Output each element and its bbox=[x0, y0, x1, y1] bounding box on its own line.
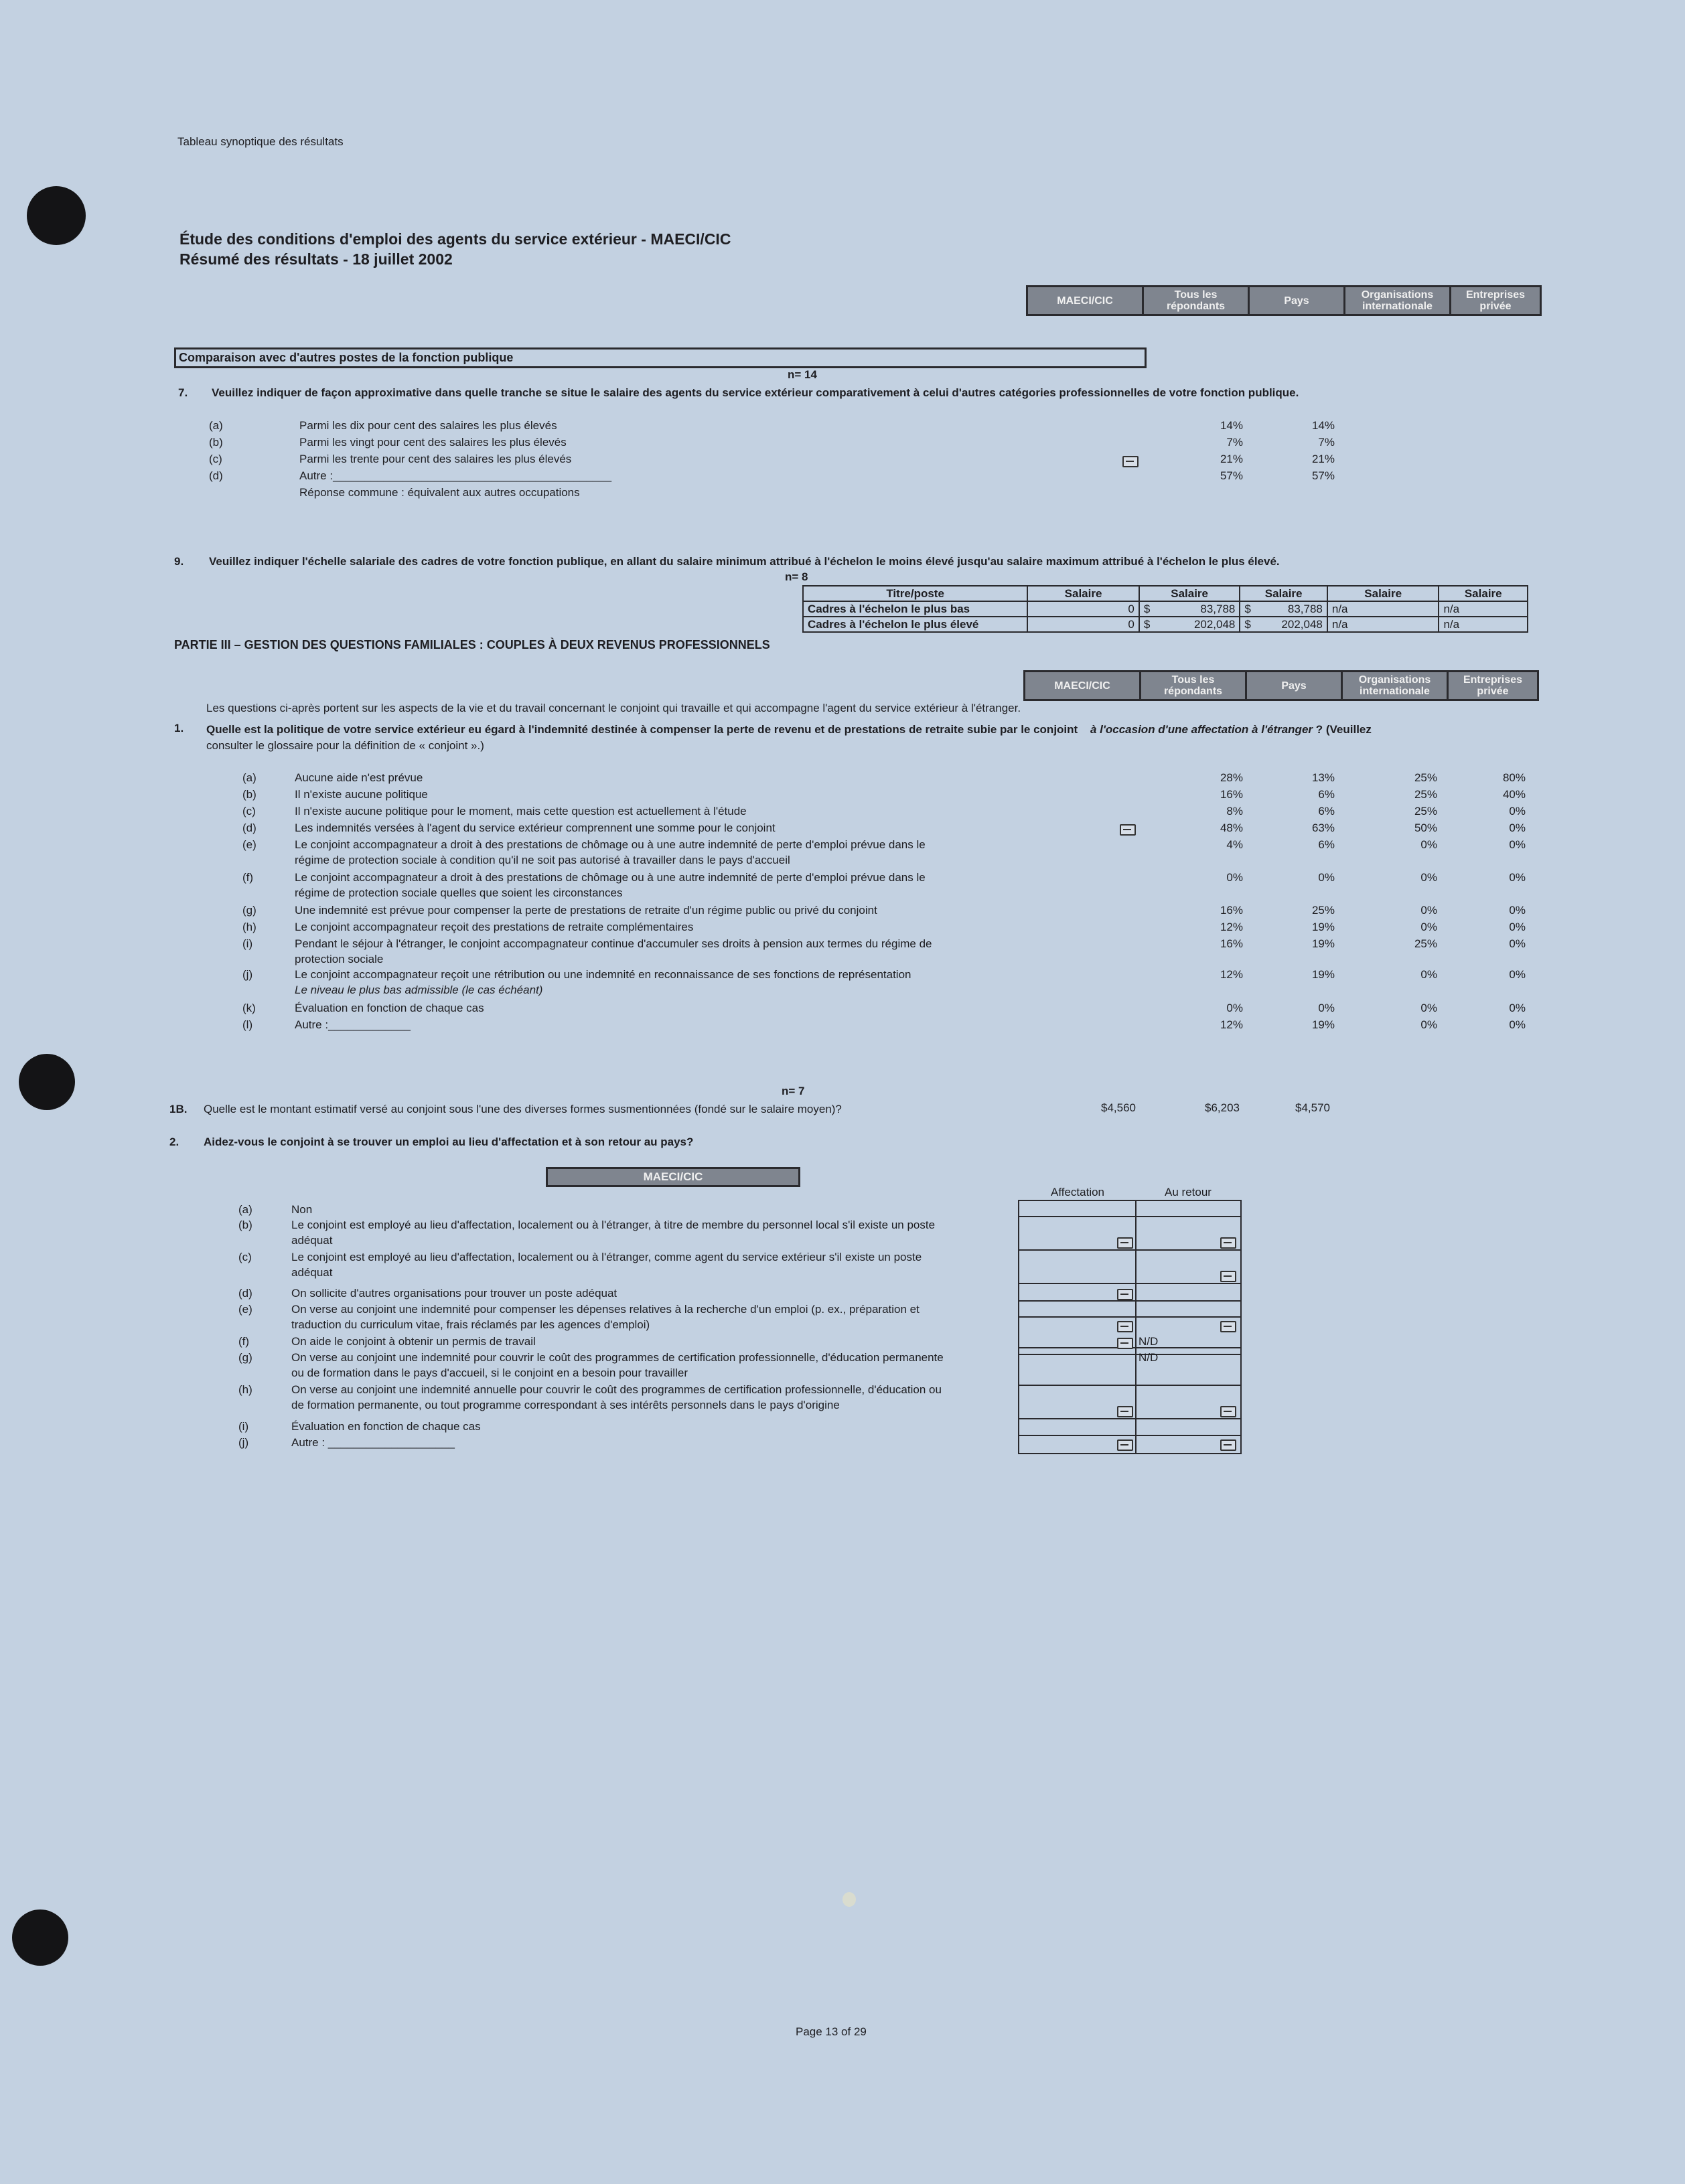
q7-text: Veuillez indiquer de façon approximative dans quelle tranche se situe le salaire des agents du service extérieur comparativement à celui d'autres catégories professionnelles de votre fonction publique. bbox=[212, 386, 1299, 399]
q2-col-retour: Au retour bbox=[1165, 1186, 1212, 1198]
q7-c-letter: (c) bbox=[209, 453, 222, 465]
option-value: 0% bbox=[1420, 871, 1437, 884]
note-icon bbox=[1117, 1321, 1133, 1332]
salary-cell: 202,048 bbox=[1258, 617, 1327, 632]
col-header-organisations: Organisations internationale bbox=[1343, 285, 1451, 316]
option-value: 19% bbox=[1311, 937, 1335, 950]
note-icon bbox=[1117, 1289, 1133, 1300]
option-letter: (i) bbox=[242, 937, 253, 950]
q1-text-line1 bbox=[206, 723, 1372, 736]
option-value: 12% bbox=[1220, 921, 1243, 933]
q9-number: 9. bbox=[174, 555, 184, 568]
option-value: 0% bbox=[1420, 921, 1437, 933]
col-header-pays: Pays bbox=[1245, 670, 1343, 701]
option-label: Évaluation en fonction de chaque cas bbox=[291, 1420, 481, 1433]
salary-table-header bbox=[803, 586, 1528, 601]
option-value: 19% bbox=[1311, 921, 1335, 933]
salary-cell: 0 bbox=[1027, 617, 1139, 632]
option-label: Non bbox=[291, 1203, 313, 1216]
page-footer: Page 13 of 29 bbox=[796, 2025, 867, 2038]
salary-cell: n/a bbox=[1439, 601, 1528, 617]
option-label: Les indemnités versées à l'agent du service extérieur comprennent une somme pour le conjoint bbox=[295, 822, 776, 834]
salary-header-2: Salaire bbox=[1139, 586, 1240, 601]
option-value: 0% bbox=[1420, 968, 1437, 981]
option-value: 0% bbox=[1509, 968, 1526, 981]
q2-number: 2. bbox=[169, 1136, 179, 1148]
option-value: 28% bbox=[1220, 771, 1243, 784]
option-label-continued: régime de protection sociale quelles que soient les circonstances bbox=[295, 886, 623, 899]
q7-d-letter: (d) bbox=[209, 469, 223, 482]
salary-cell: n/a bbox=[1327, 601, 1439, 617]
option-letter: (c) bbox=[238, 1251, 252, 1263]
option-value: 0% bbox=[1509, 937, 1526, 950]
option-value: 50% bbox=[1414, 822, 1437, 834]
q1b-v2: $6,203 bbox=[1205, 1101, 1240, 1114]
q1-text-bold: Quelle est la politique de votre service extérieur eu égard à l'indemnité destinée à compenser la perte de revenu et de prestations de retraite subie par le conjoint bbox=[206, 723, 1078, 736]
q7-c-v2: 21% bbox=[1311, 453, 1335, 465]
option-value: 0% bbox=[1509, 921, 1526, 933]
q1b-v3: $4,570 bbox=[1295, 1101, 1330, 1114]
salary-cell: 83,788 bbox=[1258, 601, 1327, 617]
option-value: 0% bbox=[1420, 904, 1437, 917]
title-line-2: Résumé des résultats - 18 juillet 2002 bbox=[179, 250, 453, 268]
column-header-bar-part3 bbox=[1023, 670, 1539, 701]
option-value: 40% bbox=[1502, 788, 1526, 801]
option-letter: (f) bbox=[242, 871, 254, 884]
q7-b-letter: (b) bbox=[209, 436, 223, 449]
option-label: On verse au conjoint une indemnité pour compenser les dépenses relatives à la recherche d'un emploi (p. ex., préparation et bbox=[291, 1303, 920, 1316]
note-icon bbox=[1122, 456, 1139, 467]
option-letter: (g) bbox=[238, 1351, 252, 1364]
note-icon bbox=[1117, 1439, 1133, 1451]
option-label: Aucune aide n'est prévue bbox=[295, 771, 423, 784]
option-value: 19% bbox=[1311, 968, 1335, 981]
grid-line bbox=[1018, 1316, 1240, 1318]
option-letter: (h) bbox=[238, 1383, 252, 1396]
option-value: 0% bbox=[1509, 904, 1526, 917]
q7-c-label: Parmi les trente pour cent des salaires les plus élevés bbox=[299, 453, 572, 465]
option-letter: (c) bbox=[242, 805, 256, 817]
option-label: Il n'existe aucune politique bbox=[295, 788, 428, 801]
salary-row-title: Cadres à l'échelon le plus élevé bbox=[803, 617, 1027, 632]
option-letter: (e) bbox=[242, 838, 257, 851]
option-value: 6% bbox=[1318, 838, 1335, 851]
q7-a-v2: 14% bbox=[1311, 419, 1335, 432]
q1b-text: Quelle est le montant estimatif versé au conjoint sous l'une des diverses formes susmentionnées (fondé sur le salaire moyen)? bbox=[204, 1103, 842, 1115]
part3-intro: Les questions ci-après portent sur les aspects de la vie et du travail concernant le conjoint qui travaille et qui accompagne l'agent du service extérieur à l'étranger. bbox=[206, 702, 1021, 714]
q9-n: n= 8 bbox=[785, 570, 808, 583]
salary-cell: n/a bbox=[1439, 617, 1528, 632]
grid-line bbox=[1135, 1200, 1137, 1453]
option-label: Il n'existe aucune politique pour le moment, mais cette question est actuellement à l'étude bbox=[295, 805, 747, 817]
grid-line bbox=[1018, 1435, 1240, 1436]
salary-header-1: Salaire bbox=[1027, 586, 1139, 601]
salary-header-4: Salaire bbox=[1327, 586, 1439, 601]
option-value: 13% bbox=[1311, 771, 1335, 784]
option-value: 48% bbox=[1220, 822, 1243, 834]
option-letter: (b) bbox=[242, 788, 257, 801]
col-header-maeci: MAECI/CIC bbox=[1026, 285, 1144, 316]
grid-line bbox=[1018, 1385, 1240, 1386]
option-label: Évaluation en fonction de chaque cas bbox=[295, 1002, 484, 1014]
q2-box-label: MAECI/CIC bbox=[643, 1170, 703, 1183]
option-value: 0% bbox=[1509, 805, 1526, 817]
option-value: 0% bbox=[1509, 1018, 1526, 1031]
q1b-v1: $4,560 bbox=[1101, 1101, 1136, 1114]
option-label: Le conjoint accompagnateur reçoit une rétribution ou une indemnité en reconnaissance de ses fonctions de représentation bbox=[295, 968, 911, 981]
option-letter: (f) bbox=[238, 1335, 250, 1348]
option-value: 16% bbox=[1220, 788, 1243, 801]
q1b-n: n= 7 bbox=[782, 1085, 805, 1097]
option-label: On aide le conjoint à obtenir un permis de travail bbox=[291, 1335, 536, 1348]
option-value: 0% bbox=[1509, 822, 1526, 834]
option-label-continued: Le niveau le plus bas admissible (le cas échéant) bbox=[295, 984, 543, 996]
option-value: 0% bbox=[1226, 871, 1243, 884]
salary-table bbox=[802, 585, 1528, 633]
option-label: Le conjoint accompagnateur reçoit des prestations de retraite complémentaires bbox=[295, 921, 694, 933]
option-label: Autre : ____________________ bbox=[291, 1436, 455, 1449]
q1b-number: 1B. bbox=[169, 1103, 188, 1115]
not-available-label: N/D bbox=[1139, 1335, 1159, 1348]
q7-note: Réponse commune : équivalent aux autres occupations bbox=[299, 486, 580, 499]
q7-a-v1: 14% bbox=[1220, 419, 1243, 432]
option-label: Le conjoint accompagnateur a droit à des prestations de chômage ou à une autre indemnité de perte d'emploi prévue dans le bbox=[295, 838, 926, 851]
option-label-continued: protection sociale bbox=[295, 953, 384, 965]
option-value: 0% bbox=[1318, 871, 1335, 884]
q7-c-v1: 21% bbox=[1220, 453, 1243, 465]
option-value: 25% bbox=[1414, 805, 1437, 817]
option-letter: (a) bbox=[242, 771, 257, 784]
col-header-tous: Tous les répondants bbox=[1139, 670, 1247, 701]
salary-cell: 83,788 bbox=[1157, 601, 1240, 617]
salary-header-title: Titre/poste bbox=[803, 586, 1027, 601]
q7-n: n= 14 bbox=[788, 368, 817, 381]
section-box bbox=[174, 347, 1147, 368]
grid-line bbox=[1018, 1249, 1240, 1251]
salary-cell: 0 bbox=[1027, 601, 1139, 617]
q7-d-v2: 57% bbox=[1311, 469, 1335, 482]
option-label: Pendant le séjour à l'étranger, le conjoint accompagnateur continue d'accumuler ses droits à pension aux termes du régime de bbox=[295, 937, 932, 950]
q1-text-line2: consulter le glossaire pour la définition de « conjoint ».) bbox=[206, 739, 484, 752]
option-letter: (l) bbox=[242, 1018, 253, 1031]
option-label: On verse au conjoint une indemnité pour couvrir le coût des programmes de certification professionnelle, d'éducation permanente bbox=[291, 1351, 944, 1364]
option-letter: (a) bbox=[238, 1203, 252, 1216]
binder-hole-top bbox=[27, 186, 86, 245]
option-letter: (d) bbox=[238, 1287, 252, 1300]
salary-row-title: Cadres à l'échelon le plus bas bbox=[803, 601, 1027, 617]
note-icon bbox=[1220, 1237, 1236, 1249]
option-value: 16% bbox=[1220, 904, 1243, 917]
q7-a-label: Parmi les dix pour cent des salaires les plus élevés bbox=[299, 419, 557, 432]
option-value: 12% bbox=[1220, 968, 1243, 981]
grid-line bbox=[1018, 1283, 1240, 1284]
q7-d-v1: 57% bbox=[1220, 469, 1243, 482]
option-value: 0% bbox=[1420, 1002, 1437, 1014]
option-label-continued: adéquat bbox=[291, 1234, 333, 1247]
q7-b-label: Parmi les vingt pour cent des salaires les plus élevés bbox=[299, 436, 567, 449]
q9-text: Veuillez indiquer l'échelle salariale des cadres de votre fonction publique, en allant du salaire minimum attribué à l'échelon le moins élevé jusqu'au salaire maximum attribué à l'échelon le plus élevé. bbox=[209, 555, 1280, 568]
option-value: 12% bbox=[1220, 1018, 1243, 1031]
option-letter: (e) bbox=[238, 1303, 252, 1316]
q2-box bbox=[546, 1167, 800, 1187]
option-label: Le conjoint est employé au lieu d'affectation, localement ou à l'étranger, à titre de membre du personnel local s'il existe un poste bbox=[291, 1219, 936, 1231]
salary-cell: 202,048 bbox=[1157, 617, 1240, 632]
option-value: 80% bbox=[1502, 771, 1526, 784]
q1-number: 1. bbox=[174, 722, 184, 734]
option-letter: (k) bbox=[242, 1002, 256, 1014]
option-value: 25% bbox=[1414, 771, 1437, 784]
note-icon bbox=[1220, 1271, 1236, 1282]
grid-line bbox=[1018, 1418, 1240, 1419]
salary-cell-currency: $ bbox=[1240, 601, 1258, 617]
option-label-continued: régime de protection sociale à condition qu'il ne soit pas autorisé à travailler dans le pays d'accueil bbox=[295, 854, 790, 866]
option-label: On verse au conjoint une indemnité annuelle pour couvrir le coût des programmes de certification professionnelle, d'éducation ou bbox=[291, 1383, 942, 1396]
option-value: 4% bbox=[1226, 838, 1243, 851]
note-icon bbox=[1117, 1338, 1133, 1349]
option-value: 0% bbox=[1509, 1002, 1526, 1014]
option-label: Le conjoint est employé au lieu d'affectation, localement ou à l'étranger, comme agent du service extérieur s'il existe un poste bbox=[291, 1251, 922, 1263]
table-row bbox=[803, 601, 1528, 617]
column-header-bar-top bbox=[1026, 285, 1542, 316]
q1-text-italic: à l'occasion d'une affectation à l'étranger bbox=[1090, 723, 1313, 736]
title-line-1: Étude des conditions d'emploi des agents du service extérieur - MAECI/CIC bbox=[179, 230, 731, 248]
option-letter: (j) bbox=[238, 1436, 249, 1449]
grid-line bbox=[1018, 1354, 1240, 1355]
option-value: 8% bbox=[1226, 805, 1243, 817]
option-letter: (i) bbox=[238, 1420, 249, 1433]
option-label: Le conjoint accompagnateur a droit à des prestations de chômage ou à une autre indemnité de perte d'emploi prévue dans le bbox=[295, 871, 926, 884]
col-header-organisations: Organisations internationale bbox=[1341, 670, 1449, 701]
option-value: 25% bbox=[1414, 788, 1437, 801]
option-letter: (b) bbox=[238, 1219, 252, 1231]
q7-d-label: Autre :____________________________________________ bbox=[299, 469, 612, 482]
option-label-continued: adéquat bbox=[291, 1266, 333, 1279]
q7-b-v2: 7% bbox=[1318, 436, 1335, 449]
col-header-entreprises: Entreprises privée bbox=[1449, 285, 1542, 316]
grid-line bbox=[1018, 1216, 1240, 1217]
option-value: 0% bbox=[1509, 838, 1526, 851]
option-value: 63% bbox=[1311, 822, 1335, 834]
q2-text: Aidez-vous le conjoint à se trouver un emploi au lieu d'affectation et à son retour au pays? bbox=[204, 1136, 694, 1148]
note-icon bbox=[1117, 1406, 1133, 1417]
option-value: 25% bbox=[1311, 904, 1335, 917]
option-value: 0% bbox=[1420, 1018, 1437, 1031]
q7-number: 7. bbox=[178, 386, 188, 399]
option-letter: (j) bbox=[242, 968, 253, 981]
option-letter: (g) bbox=[242, 904, 257, 917]
option-value: 0% bbox=[1318, 1002, 1335, 1014]
salary-cell-currency: $ bbox=[1139, 601, 1157, 617]
option-letter: (d) bbox=[242, 822, 257, 834]
paper-speck bbox=[842, 1892, 856, 1907]
option-value: 6% bbox=[1318, 788, 1335, 801]
q2-col-affectation: Affectation bbox=[1050, 1186, 1105, 1198]
part3-title: PARTIE III – GESTION DES QUESTIONS FAMILIALES : COUPLES À DEUX REVENUS PROFESSIONNELS bbox=[174, 638, 770, 651]
note-icon bbox=[1117, 1237, 1133, 1249]
col-header-entreprises: Entreprises privée bbox=[1447, 670, 1539, 701]
section-box-label: Comparaison avec d'autres postes de la fonction publique bbox=[179, 351, 514, 364]
salary-header-5: Salaire bbox=[1439, 586, 1528, 601]
binder-hole-middle bbox=[19, 1054, 75, 1110]
note-icon bbox=[1120, 824, 1136, 836]
salary-cell-currency: $ bbox=[1240, 617, 1258, 632]
salary-cell-currency: $ bbox=[1139, 617, 1157, 632]
q7-b-v1: 7% bbox=[1226, 436, 1243, 449]
note-icon bbox=[1220, 1439, 1236, 1451]
salary-cell: n/a bbox=[1327, 617, 1439, 632]
option-value: 0% bbox=[1226, 1002, 1243, 1014]
option-label: Une indemnité est prévue pour compenser la perte de prestations de retraite d'un régime public ou privé du conjoint bbox=[295, 904, 877, 917]
option-label-continued: ou de formation dans le pays d'accueil, si le conjoint en a besoin pour travailler bbox=[291, 1367, 688, 1379]
option-label: Autre :_____________ bbox=[295, 1018, 411, 1031]
grid-line bbox=[1018, 1300, 1240, 1302]
col-header-pays: Pays bbox=[1248, 285, 1345, 316]
binder-hole-bottom bbox=[12, 1909, 68, 1966]
option-value: 19% bbox=[1311, 1018, 1335, 1031]
option-letter: (h) bbox=[242, 921, 257, 933]
q7-a-letter: (a) bbox=[209, 419, 223, 432]
option-value: 0% bbox=[1509, 871, 1526, 884]
col-header-maeci: MAECI/CIC bbox=[1023, 670, 1141, 701]
table-row bbox=[803, 617, 1528, 632]
col-header-tous: Tous les répondants bbox=[1142, 285, 1250, 316]
option-value: 0% bbox=[1420, 838, 1437, 851]
option-value: 6% bbox=[1318, 805, 1335, 817]
option-label-continued: traduction du curriculum vitae, frais réclamés par les agences d'emploi) bbox=[291, 1318, 650, 1331]
option-value: 25% bbox=[1414, 937, 1437, 950]
q1-text-end: ? (Veuillez bbox=[1315, 723, 1372, 736]
salary-header-3: Salaire bbox=[1240, 586, 1327, 601]
note-icon bbox=[1220, 1321, 1236, 1332]
option-label-continued: de formation permanente, ou tout programme correspondant à ses intérêts personnels dans le pays d'origine bbox=[291, 1399, 840, 1411]
not-available-label: N/D bbox=[1139, 1351, 1159, 1364]
running-head: Tableau synoptique des résultats bbox=[177, 135, 344, 148]
note-icon bbox=[1220, 1406, 1236, 1417]
option-value: 16% bbox=[1220, 937, 1243, 950]
option-label: On sollicite d'autres organisations pour trouver un poste adéquat bbox=[291, 1287, 617, 1300]
